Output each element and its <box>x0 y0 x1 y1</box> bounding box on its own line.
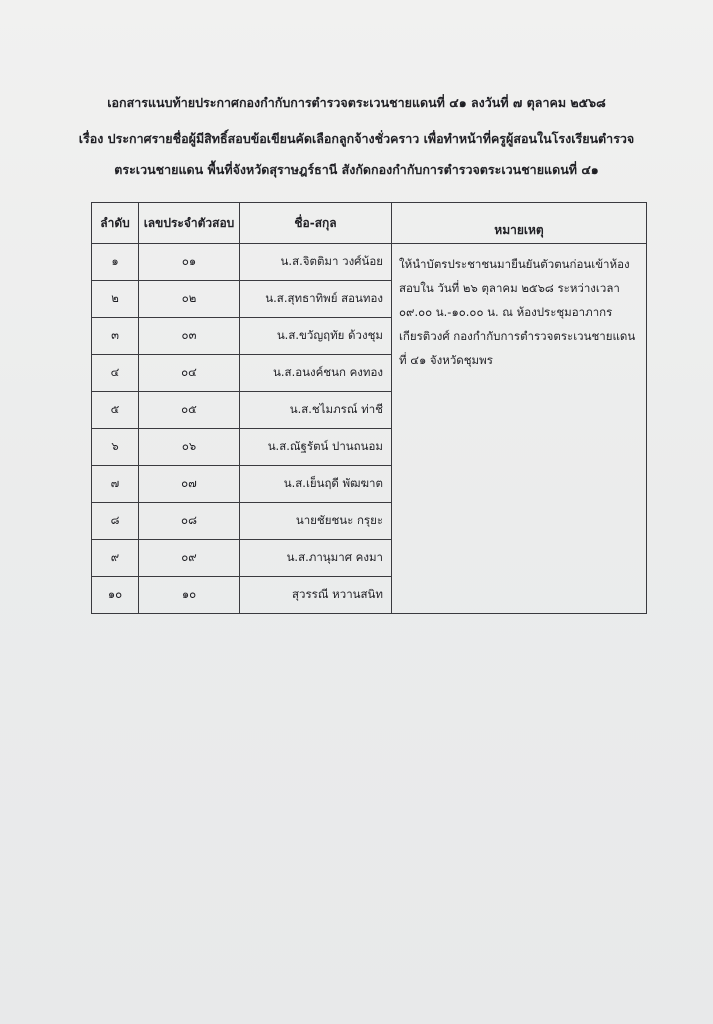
candidate-table <box>91 202 647 614</box>
header-exam-id: เลขประจำตัวสอบ <box>139 203 240 244</box>
header-order: ลำดับ <box>92 203 139 244</box>
row-exam-id: ๐๖ <box>139 429 240 466</box>
row-name: น.ส.อนงค์ชนก คงทอง <box>240 355 392 392</box>
row-exam-id: ๐๙ <box>139 540 240 577</box>
row-exam-id: ๑๐ <box>139 577 240 614</box>
table-header-row <box>92 203 647 244</box>
row-exam-id: ๐๕ <box>139 392 240 429</box>
row-name: นายชัยชนะ กรุยะ <box>240 503 392 540</box>
row-order: ๒ <box>92 281 139 318</box>
remarks-text: ให้นำบัตรประชาชนมายืนยันตัวตนก่อนเข้าห้อง สอบใน วันที่ ๒๖ ตุลาคม ๒๕๖๘ ระหว่างเวลา ๐๙.๐๐ น.-๑๐.๐๐ น. ณ ห้องประชุมอาภากร เกียรติวงศ์ กองกำกับการตำรวจตระเวนชายแดน ที่ ๔๑ จังหวัดชุมพร <box>399 257 636 367</box>
subject-line-2: ตระเวนชายแดน พื้นที่จังหวัดสุราษฎร์ธานี สังกัดกองกำกับการตำรวจตระเวนชายแดนที่ ๔๑ <box>114 162 599 177</box>
row-order: ๖ <box>92 429 139 466</box>
row-order: ๓ <box>92 318 139 355</box>
row-exam-id: ๐๗ <box>139 466 240 503</box>
row-exam-id: ๐๘ <box>139 503 240 540</box>
row-order: ๘ <box>92 503 139 540</box>
table-row <box>92 244 647 281</box>
header-remarks: หมายเหตุ <box>392 203 647 244</box>
row-name: สุวรรณี หวานสนิท <box>240 577 392 614</box>
row-exam-id: ๐๔ <box>139 355 240 392</box>
row-order: ๕ <box>92 392 139 429</box>
row-name: น.ส.ขวัญฤทัย ด้วงชุม <box>240 318 392 355</box>
row-exam-id: ๐๓ <box>139 318 240 355</box>
row-exam-id: ๐๑ <box>139 244 240 281</box>
attachment-title: เอกสารแนบท้ายประกาศกองกำกับการตำรวจตระเวนชายแดนที่ ๔๑ ลงวันที่ ๗ ตุลาคม ๒๕๖๘ <box>107 95 606 110</box>
row-order: ๗ <box>92 466 139 503</box>
row-order: ๑๐ <box>92 577 139 614</box>
row-name: น.ส.ชไมภรณ์ ท่าชี <box>240 392 392 429</box>
row-name: น.ส.เย็นฤดี พัฒฆาต <box>240 466 392 503</box>
row-order: ๙ <box>92 540 139 577</box>
subject-line-1: เรื่อง ประกาศรายชื่อผู้มีสิทธิ์สอบข้อเขียนคัดเลือกลูกจ้างชั่วคราว เพื่อทำหน้าที่ครูผู้สอนในโรงเรียนตำรวจ <box>78 131 635 146</box>
row-order: ๑ <box>92 244 139 281</box>
row-name: น.ส.ณัฐรัตน์ ปานถนอม <box>240 429 392 466</box>
row-exam-id: ๐๒ <box>139 281 240 318</box>
header-name: ชื่อ-สกุล <box>240 203 392 244</box>
remarks-cell <box>392 244 647 614</box>
row-name: น.ส.ภานุมาศ คงมา <box>240 540 392 577</box>
row-order: ๔ <box>92 355 139 392</box>
row-name: น.ส.สุทธาทิพย์ สอนทอง <box>240 281 392 318</box>
row-name: น.ส.จิตติมา วงศ์น้อย <box>240 244 392 281</box>
